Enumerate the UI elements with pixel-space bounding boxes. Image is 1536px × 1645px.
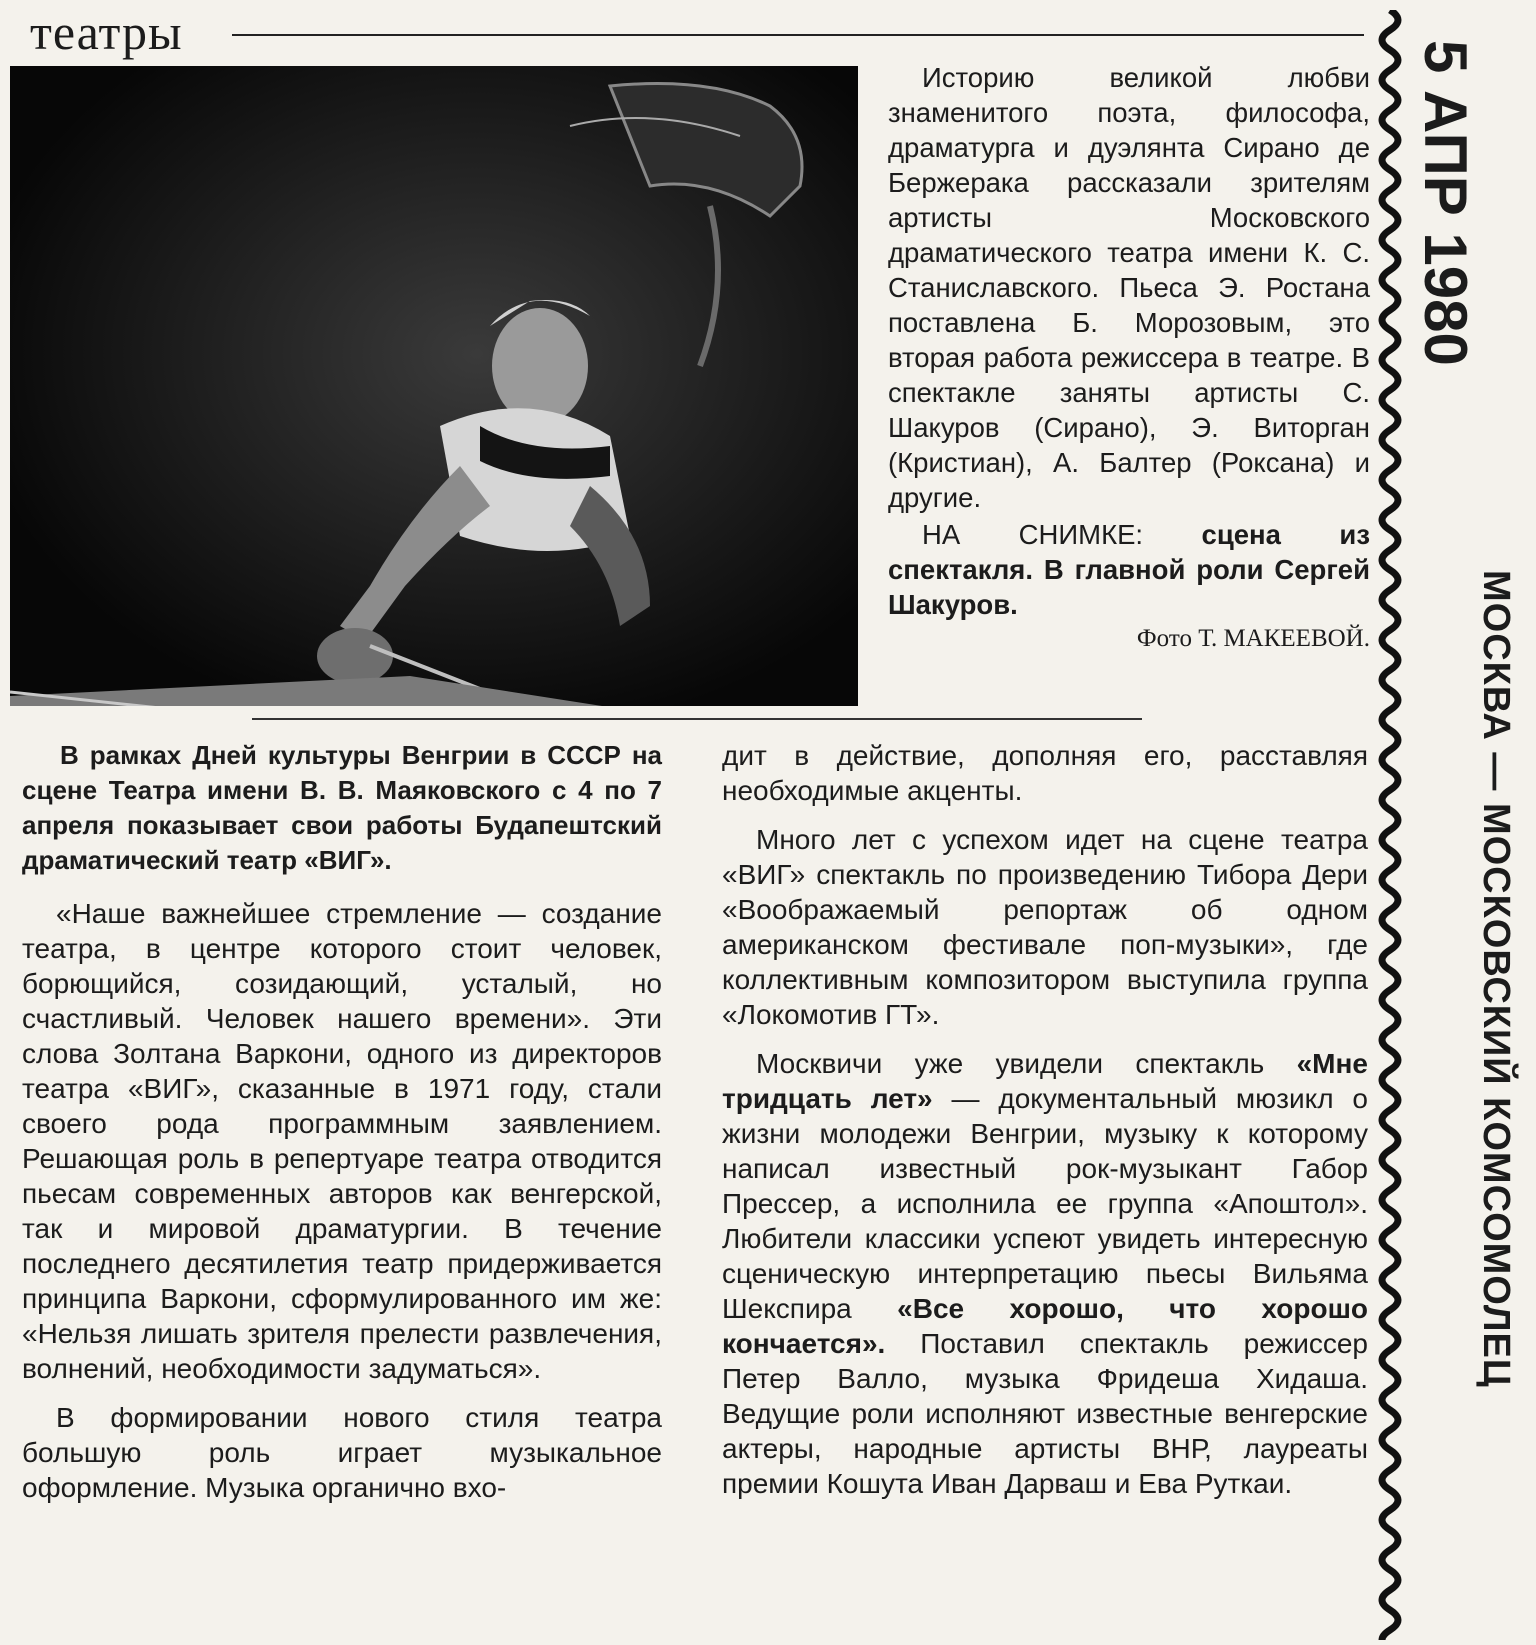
article-paragraph-2: В формировании нового стиля театра большую роль играет музыкальное оформление. Музыка органично вхо- bbox=[22, 1402, 662, 1503]
rubric-rule bbox=[232, 34, 1364, 36]
caption-rule bbox=[252, 718, 1142, 720]
caption-na-text: сцена из спектакля. В главной роли Сергей Шакуров. bbox=[888, 519, 1370, 620]
p5-middle: — документальный мюзикл о жизни молодежи Венгрии, музыку к которому написал известный рок-музыкант Габор Прессер, а исполнила ее группа «Апоштол». Любители классики успеют увидеть интересную сценическую интерпретацию пьесы Вильяма Шекспира bbox=[722, 1083, 1369, 1324]
caption-na-label: НА СНИМКЕ: bbox=[922, 519, 1144, 550]
section-rubric: театры bbox=[30, 4, 183, 60]
article-column-left bbox=[22, 738, 662, 1519]
article-paragraph-5 bbox=[722, 1046, 1368, 1501]
p5-title-1: «Мне тридцать лет» bbox=[722, 1048, 1368, 1114]
wavy-border bbox=[1372, 10, 1408, 1640]
article-paragraph-1: «Наше важнейшее стремление — создание театра, в центре которого стоит человек, борющийся, созидающий, усталый, но счастливый. Человек нашего времени». Эти слова Золтана Варкони, одного из директоров театра «ВИГ», сказанные в 1971 году, стали своего рода программным заявлением. Решающая роль в репертуаре театра отводится пьесам современных авторов как венгерской, так и мировой драматургии. В течение последнего десятилетия театр придерживается принципа Варкони, сформулированного им же: «Нельзя лишать зрителя прелести развлечения, волнений, необходимости задуматься». bbox=[22, 898, 662, 1384]
caption-na-snimke bbox=[888, 517, 1370, 622]
photo-credit: Фото Т. МАКЕЕВОЙ. bbox=[1136, 625, 1370, 652]
p5-title-2: «Все хорошо, что хорошо кончается». bbox=[722, 1293, 1369, 1359]
source-stamp: МОСКВА — МОСКОВСКИЙ КОМСОМОЛЕЦ bbox=[1475, 570, 1517, 1388]
stage-photo bbox=[10, 66, 858, 706]
stage-photo-illustration bbox=[10, 66, 858, 706]
article-paragraph-4: Много лет с успехом идет на сцене театра «ВИГ» спектакль по произведению Тибора Дери «Воображаемый репортаж об одном американском фестивале поп-музыки», где коллективным композитором выступила группа «Локомотив ГТ». bbox=[722, 824, 1368, 1030]
caption-body: Историю великой любви знаменитого поэта, философа, драматурга и дуэлянта Сирано де Бержерака рассказали зрителям артисты Московского драматического театра имени К. С. Станиславского. Пьеса Э. Ростана поставлена Б. Морозовым, это вторая работа режиссера в театре. В спектакле заняты артисты С. Шакуров (Сирано), Э. Виторган (Кристиан), А. Балтер (Роксана) и другие. bbox=[888, 62, 1370, 513]
p5-intro: Москвичи уже увидели спектакль bbox=[756, 1048, 1265, 1079]
article-paragraph-3: дит в действие, дополняя его, расставляя необходимые акценты. bbox=[722, 740, 1368, 806]
article-column-right bbox=[722, 738, 1368, 1515]
photo-caption bbox=[888, 60, 1370, 656]
date-stamp: 5 АПР 1980 bbox=[1412, 40, 1479, 366]
article-lead: В рамках Дней культуры Венгрии в СССР на сцене Театра имени В. В. Маяковского с 4 по 7 апреля показывает свои работы Будапештский драматический театр «ВИГ». bbox=[22, 740, 662, 875]
p5-end: Поставил спектакль режиссер Петер Валло, музыка Фридеша Хидаша. Ведущие роли исполняют известные венгерские актеры, народные артисты ВНР, лауреаты премии Кошута Иван Дарваш и Ева Руткаи. bbox=[722, 1328, 1368, 1499]
